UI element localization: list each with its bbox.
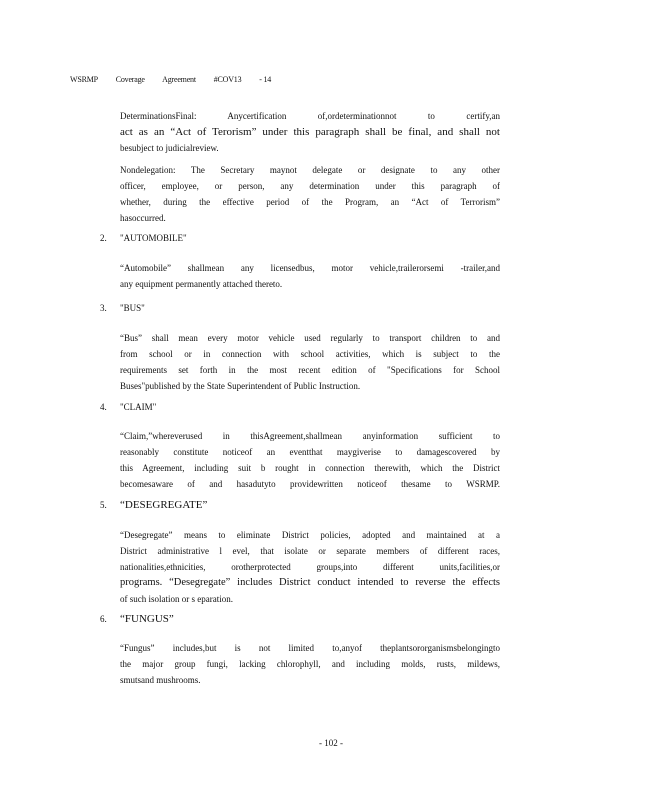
section-title: "AUTOMOBILE" bbox=[120, 233, 187, 243]
running-header bbox=[70, 75, 287, 84]
text-line: act as an “Act of Terorism” under this paragraph shall be final, and shall not bbox=[120, 126, 500, 138]
section-number: 6. bbox=[100, 614, 107, 624]
section-number: 4. bbox=[100, 402, 107, 412]
text-line: programs. “Desegregate” includes District conduct intended to reverse the effects bbox=[120, 577, 500, 588]
header-coverage: Coverage bbox=[115, 75, 145, 84]
section-body bbox=[120, 640, 500, 688]
page-number: - 102 - bbox=[319, 738, 343, 748]
text-line: hasoccurred. bbox=[120, 213, 166, 223]
text-line: “Bus” shall mean every motor vehicle used regularly to transport children to and bbox=[120, 333, 500, 343]
section-body bbox=[120, 260, 500, 292]
text-line: “Claim,”whereverused in thisAgreement,shallmean anyinformation sufficient to bbox=[120, 431, 500, 441]
section-title: “DESEGREGATE” bbox=[120, 499, 208, 511]
header-agreement: Agreement bbox=[162, 75, 196, 84]
text-line: the major group fungi, lacking chlorophyll, and including molds, rusts, mildews, bbox=[120, 659, 500, 669]
text-line: this Agreement, including suit b rought in connection therewith, which the District bbox=[120, 463, 500, 473]
section-number: 5. bbox=[100, 500, 107, 510]
text-line: reasonably constitute noticeof an eventthat maygiverise to damagescovered by bbox=[120, 447, 500, 457]
header-page-suffix: - 14 bbox=[259, 75, 272, 84]
header-doc: WSRMP bbox=[70, 75, 98, 84]
text-line: smutsand mushrooms. bbox=[120, 675, 201, 685]
text-line: “Desegregate” means to eliminate District policies, adopted and maintained at a bbox=[120, 530, 500, 540]
text-line: nationalities,ethnicities, orotherprotected groups,into different units,facilities,or bbox=[120, 562, 500, 572]
header-code: #COV13 bbox=[213, 75, 242, 84]
text-line: any equipment permanently attached thereto. bbox=[120, 279, 283, 289]
text-line: Nondelegation: The Secretary maynot delegate or designate to any other bbox=[120, 165, 500, 175]
text-line: becomesaware of and hasadutyto providewritten noticeof thesame to WSRMP. bbox=[120, 479, 500, 489]
section-title: “FUNGUS” bbox=[120, 613, 174, 625]
paragraph-nondelegation bbox=[120, 162, 500, 226]
section-body bbox=[120, 428, 500, 492]
paragraph-determinations bbox=[120, 108, 500, 156]
section-title: "BUS" bbox=[120, 303, 145, 313]
text-line: besubject to judicialreview. bbox=[120, 143, 219, 153]
text-line: whether, during the effective period of the Program, an “Act of Terrorism” bbox=[120, 197, 500, 207]
text-line: “Fungus” includes,but is not limited to,anyof theplantsororganismsbelongingto bbox=[120, 643, 500, 653]
text-line: requirements set forth in the most recent edition of "Specifications for School bbox=[120, 365, 500, 375]
section-number: 2. bbox=[100, 233, 107, 243]
text-line: of such isolation or s eparation. bbox=[120, 594, 233, 604]
text-line: from school or in connection with school activities, which is subject to the bbox=[120, 349, 500, 359]
text-line: officer, employee, or person, any determination under this paragraph of bbox=[120, 181, 500, 191]
section-body bbox=[120, 527, 500, 607]
text-line: “Automobile” shallmean any licensedbus, motor vehicle,trailerorsemi -trailer,and bbox=[120, 263, 500, 273]
section-number: 3. bbox=[100, 303, 107, 313]
text-line: District administrative l evel, that isolate or separate members of different races, bbox=[120, 546, 500, 556]
section-title: "CLAIM" bbox=[120, 402, 157, 412]
text-line: DeterminationsFinal: Anycertification of,ordeterminationnot to certify,an bbox=[120, 111, 500, 121]
text-line: Buses"published by the State Superintendent of Public Instruction. bbox=[120, 381, 361, 391]
section-body bbox=[120, 330, 500, 394]
